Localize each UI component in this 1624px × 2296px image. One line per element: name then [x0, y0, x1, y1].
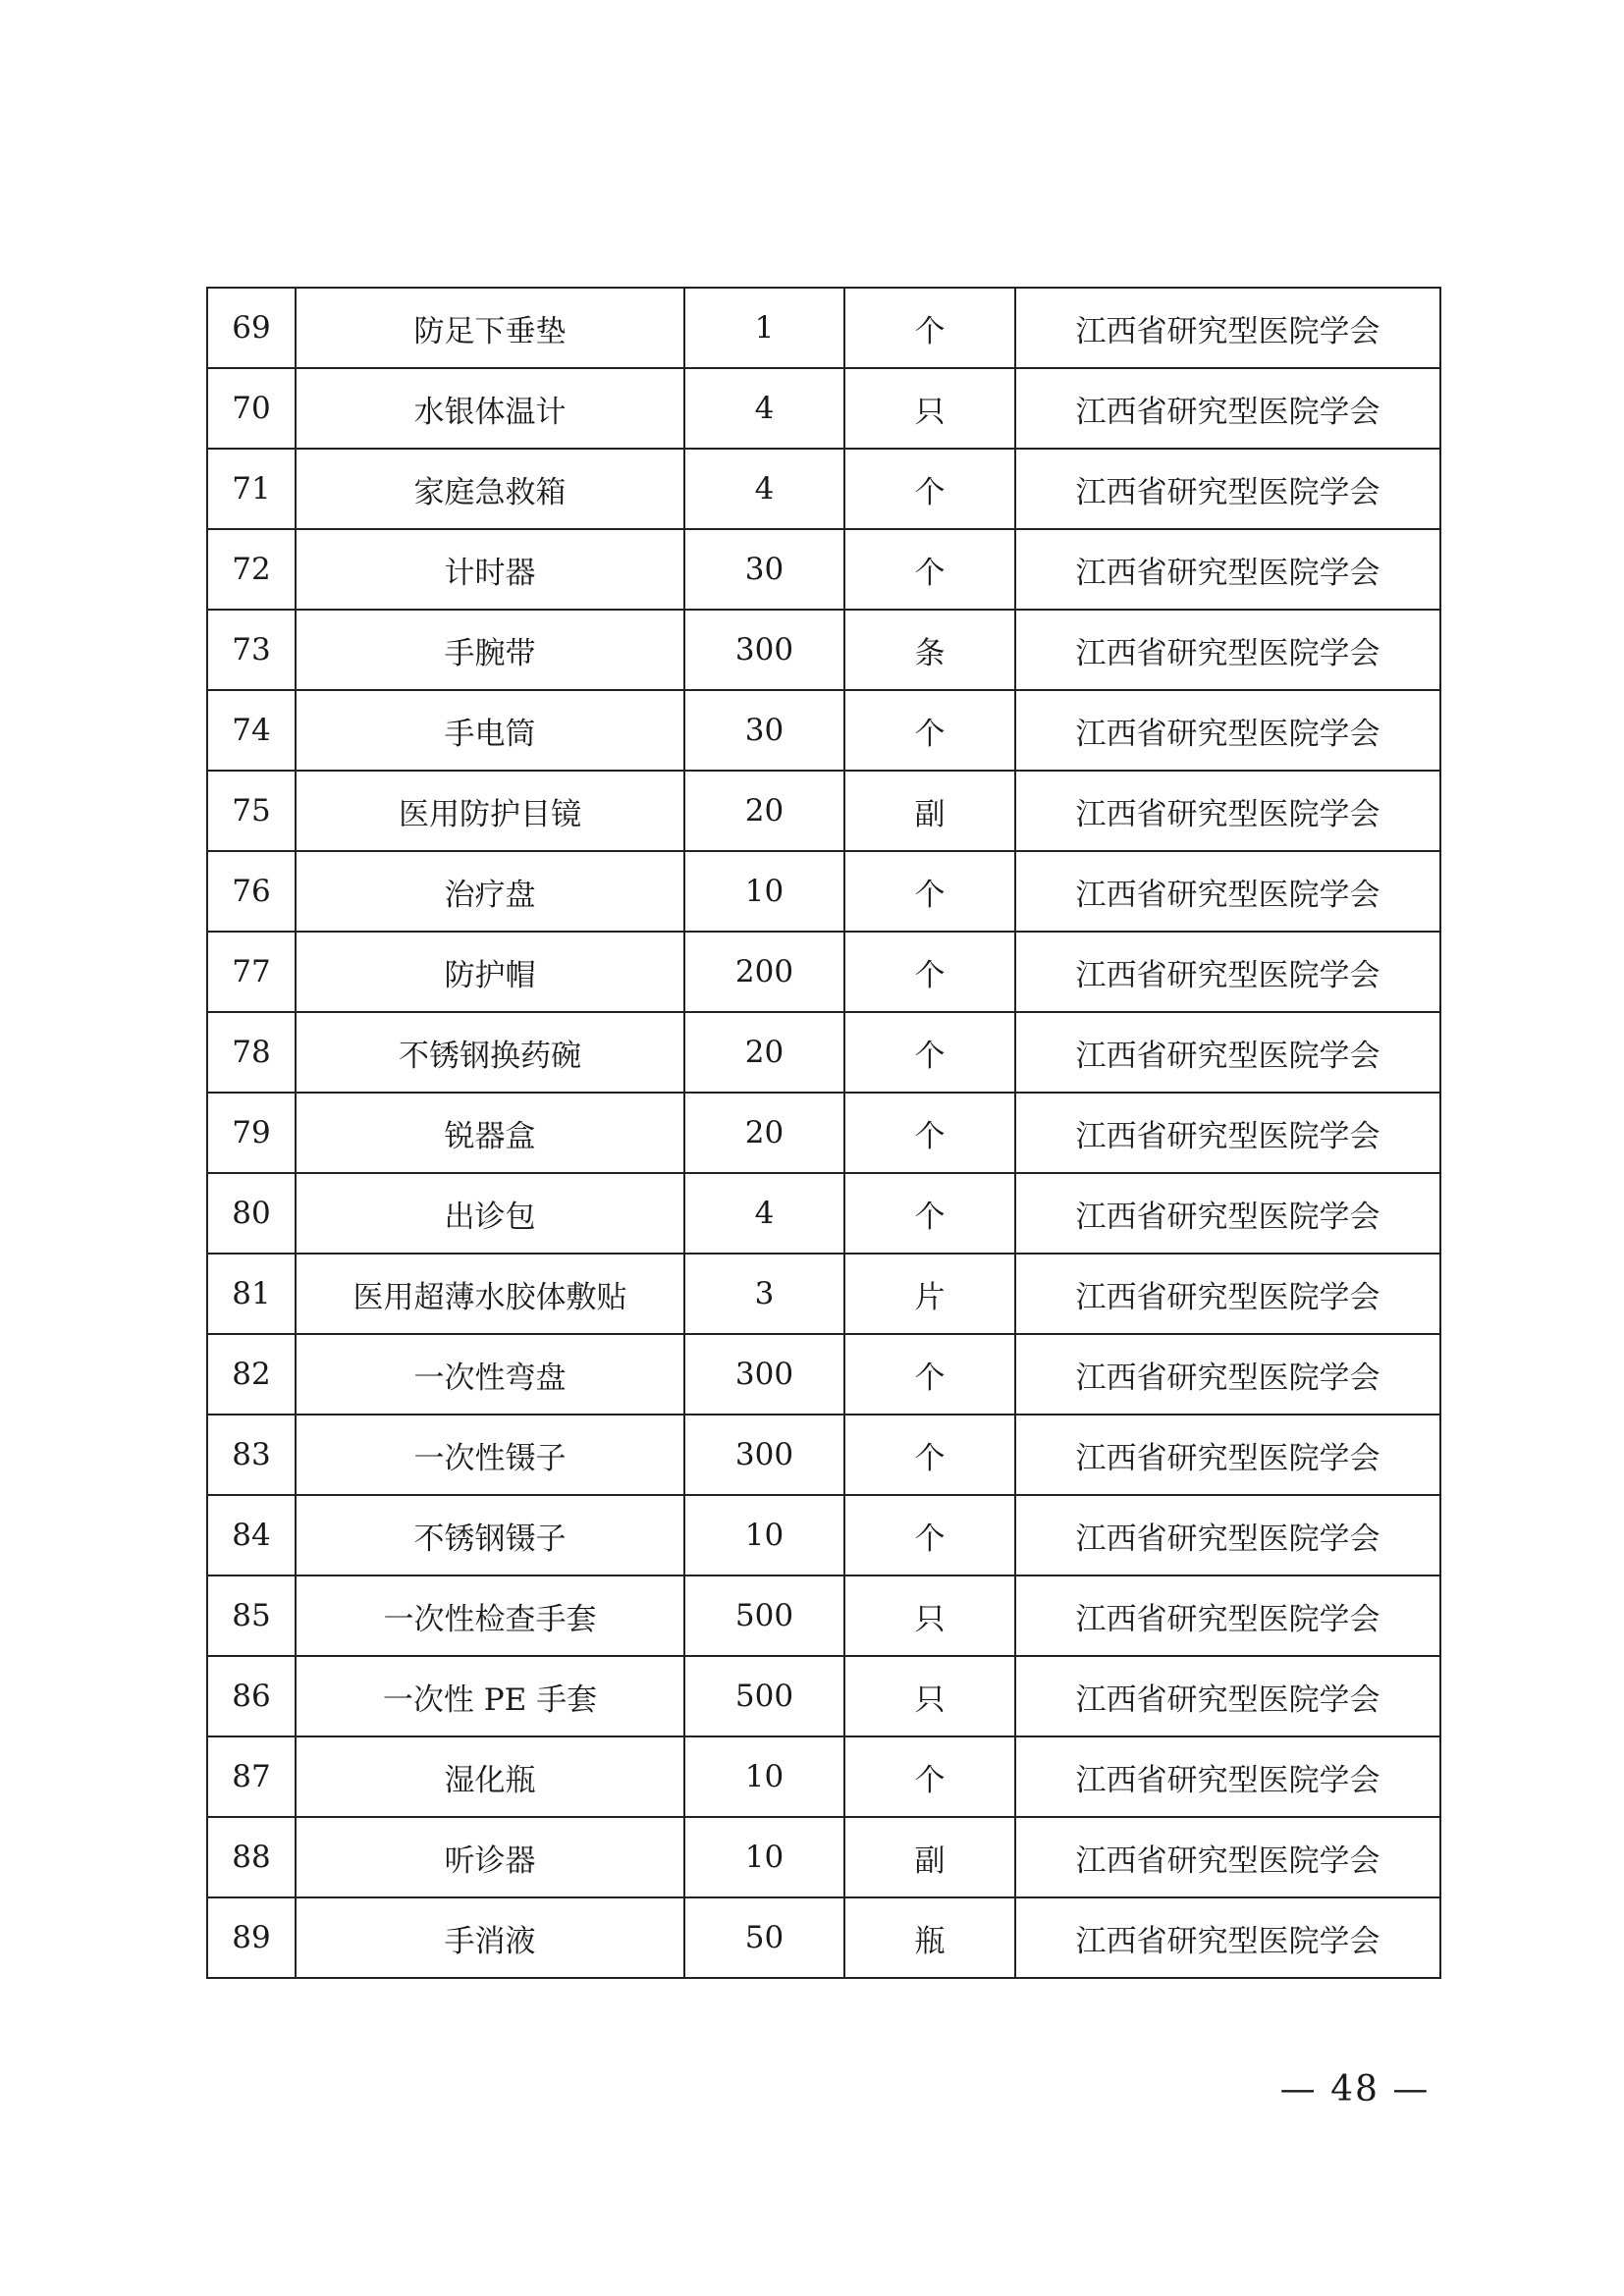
row-number-cell: 75	[207, 771, 296, 851]
organization-cell: 江西省研究型医院学会	[1015, 1415, 1440, 1495]
table-row	[207, 1897, 1440, 1978]
item-name-cell: 手腕带	[296, 610, 684, 690]
row-number-cell: 82	[207, 1334, 296, 1415]
quantity-cell: 10	[684, 851, 844, 932]
table-row	[207, 1415, 1440, 1495]
row-number-cell: 89	[207, 1897, 296, 1978]
quantity-cell: 3	[684, 1254, 844, 1334]
organization-cell: 江西省研究型医院学会	[1015, 1173, 1440, 1254]
quantity-cell: 300	[684, 610, 844, 690]
item-name-cell: 医用超薄水胶体敷贴	[296, 1254, 684, 1334]
organization-cell: 江西省研究型医院学会	[1015, 288, 1440, 368]
organization-cell: 江西省研究型医院学会	[1015, 771, 1440, 851]
quantity-cell: 50	[684, 1897, 844, 1978]
item-name-cell: 治疗盘	[296, 851, 684, 932]
row-number-cell: 87	[207, 1736, 296, 1817]
row-number-cell: 69	[207, 288, 296, 368]
organization-cell: 江西省研究型医院学会	[1015, 610, 1440, 690]
quantity-cell: 20	[684, 1093, 844, 1173]
quantity-cell: 20	[684, 771, 844, 851]
table-row	[207, 1736, 1440, 1817]
organization-cell: 江西省研究型医院学会	[1015, 1093, 1440, 1173]
page-number: — 48 —	[1279, 2069, 1431, 2109]
row-number-cell: 80	[207, 1173, 296, 1254]
item-name-cell: 听诊器	[296, 1817, 684, 1897]
quantity-cell: 10	[684, 1495, 844, 1575]
row-number-cell: 86	[207, 1656, 296, 1736]
item-name-cell: 不锈钢换药碗	[296, 1012, 684, 1093]
unit-cell: 副	[844, 771, 1015, 851]
table-row	[207, 1012, 1440, 1093]
item-name-cell: 手消液	[296, 1897, 684, 1978]
organization-cell: 江西省研究型医院学会	[1015, 1656, 1440, 1736]
row-number-cell: 70	[207, 368, 296, 449]
table-row	[207, 1817, 1440, 1897]
table-row	[207, 1173, 1440, 1254]
unit-cell: 片	[844, 1254, 1015, 1334]
unit-cell: 个	[844, 288, 1015, 368]
unit-cell: 副	[844, 1817, 1015, 1897]
row-number-cell: 73	[207, 610, 296, 690]
table-row	[207, 1656, 1440, 1736]
table-row	[207, 288, 1440, 368]
item-name-cell: 锐器盒	[296, 1093, 684, 1173]
item-name-cell: 手电筒	[296, 690, 684, 771]
unit-cell: 个	[844, 1012, 1015, 1093]
item-name-cell: 出诊包	[296, 1173, 684, 1254]
row-number-cell: 77	[207, 932, 296, 1012]
organization-cell: 江西省研究型医院学会	[1015, 1575, 1440, 1656]
row-number-cell: 79	[207, 1093, 296, 1173]
table-body	[207, 288, 1440, 1978]
unit-cell: 个	[844, 1093, 1015, 1173]
supplies-table	[206, 287, 1441, 1979]
unit-cell: 个	[844, 1415, 1015, 1495]
row-number-cell: 84	[207, 1495, 296, 1575]
item-name-cell: 医用防护目镜	[296, 771, 684, 851]
table-row	[207, 1575, 1440, 1656]
table-row	[207, 368, 1440, 449]
organization-cell: 江西省研究型医院学会	[1015, 1012, 1440, 1093]
quantity-cell: 30	[684, 529, 844, 610]
quantity-cell: 20	[684, 1012, 844, 1093]
unit-cell: 个	[844, 851, 1015, 932]
row-number-cell: 76	[207, 851, 296, 932]
row-number-cell: 74	[207, 690, 296, 771]
unit-cell: 个	[844, 1736, 1015, 1817]
item-name-cell: 水银体温计	[296, 368, 684, 449]
unit-cell: 个	[844, 1495, 1015, 1575]
unit-cell: 个	[844, 932, 1015, 1012]
organization-cell: 江西省研究型医院学会	[1015, 1334, 1440, 1415]
quantity-cell: 200	[684, 932, 844, 1012]
table-row	[207, 1334, 1440, 1415]
unit-cell: 个	[844, 690, 1015, 771]
organization-cell: 江西省研究型医院学会	[1015, 1254, 1440, 1334]
quantity-cell: 4	[684, 368, 844, 449]
item-name-cell: 计时器	[296, 529, 684, 610]
table-row	[207, 1093, 1440, 1173]
row-number-cell: 78	[207, 1012, 296, 1093]
row-number-cell: 85	[207, 1575, 296, 1656]
item-name-cell: 家庭急救箱	[296, 449, 684, 529]
row-number-cell: 72	[207, 529, 296, 610]
organization-cell: 江西省研究型医院学会	[1015, 529, 1440, 610]
item-name-cell: 防护帽	[296, 932, 684, 1012]
item-name-cell: 防足下垂垫	[296, 288, 684, 368]
unit-cell: 条	[844, 610, 1015, 690]
table-row	[207, 1254, 1440, 1334]
table-row	[207, 851, 1440, 932]
quantity-cell: 4	[684, 449, 844, 529]
table-row	[207, 610, 1440, 690]
unit-cell: 只	[844, 1575, 1015, 1656]
table-row	[207, 771, 1440, 851]
row-number-cell: 71	[207, 449, 296, 529]
quantity-cell: 10	[684, 1736, 844, 1817]
quantity-cell: 4	[684, 1173, 844, 1254]
row-number-cell: 88	[207, 1817, 296, 1897]
quantity-cell: 300	[684, 1415, 844, 1495]
table-row	[207, 529, 1440, 610]
quantity-cell: 30	[684, 690, 844, 771]
unit-cell: 个	[844, 1173, 1015, 1254]
unit-cell: 个	[844, 529, 1015, 610]
item-name-cell: 一次性弯盘	[296, 1334, 684, 1415]
quantity-cell: 1	[684, 288, 844, 368]
row-number-cell: 81	[207, 1254, 296, 1334]
organization-cell: 江西省研究型医院学会	[1015, 1736, 1440, 1817]
item-name-cell: 一次性镊子	[296, 1415, 684, 1495]
quantity-cell: 10	[684, 1817, 844, 1897]
table-row	[207, 449, 1440, 529]
table-row	[207, 932, 1440, 1012]
table-row	[207, 690, 1440, 771]
unit-cell: 只	[844, 368, 1015, 449]
unit-cell: 个	[844, 1334, 1015, 1415]
organization-cell: 江西省研究型医院学会	[1015, 1495, 1440, 1575]
item-name-cell: 一次性 PE 手套	[296, 1656, 684, 1736]
quantity-cell: 300	[684, 1334, 844, 1415]
item-name-cell: 一次性检查手套	[296, 1575, 684, 1656]
organization-cell: 江西省研究型医院学会	[1015, 932, 1440, 1012]
table-row	[207, 1495, 1440, 1575]
unit-cell: 瓶	[844, 1897, 1015, 1978]
item-name-cell: 湿化瓶	[296, 1736, 684, 1817]
unit-cell: 个	[844, 449, 1015, 529]
row-number-cell: 83	[207, 1415, 296, 1495]
organization-cell: 江西省研究型医院学会	[1015, 1817, 1440, 1897]
quantity-cell: 500	[684, 1656, 844, 1736]
organization-cell: 江西省研究型医院学会	[1015, 851, 1440, 932]
organization-cell: 江西省研究型医院学会	[1015, 1897, 1440, 1978]
organization-cell: 江西省研究型医院学会	[1015, 368, 1440, 449]
item-name-cell: 不锈钢镊子	[296, 1495, 684, 1575]
unit-cell: 只	[844, 1656, 1015, 1736]
organization-cell: 江西省研究型医院学会	[1015, 449, 1440, 529]
organization-cell: 江西省研究型医院学会	[1015, 690, 1440, 771]
quantity-cell: 500	[684, 1575, 844, 1656]
